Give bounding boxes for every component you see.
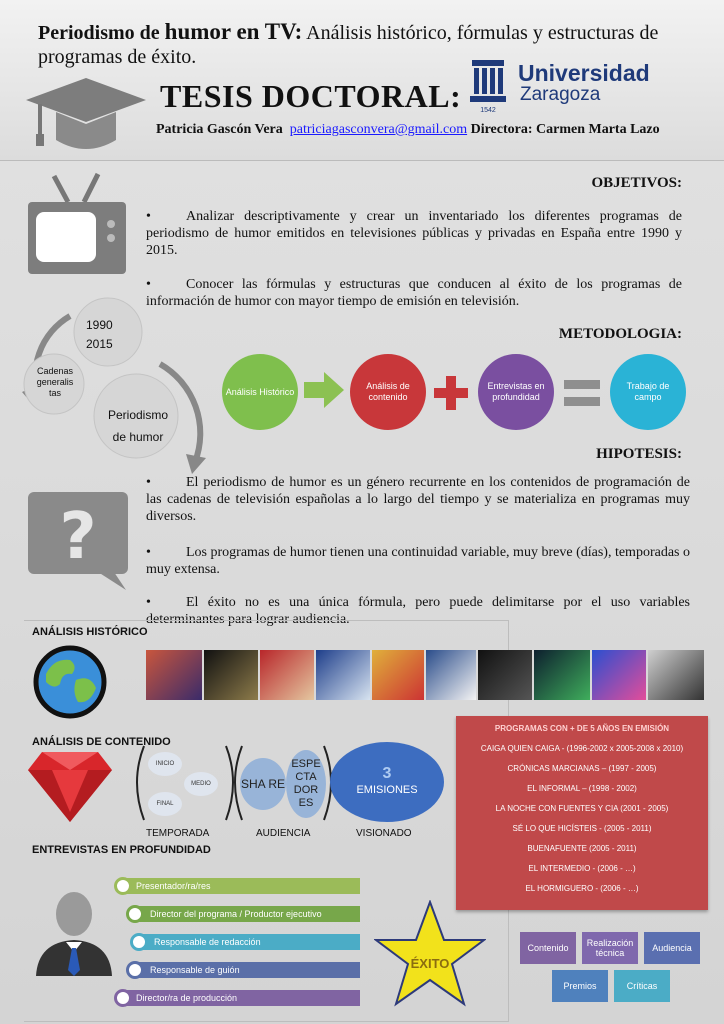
program-photo — [478, 650, 532, 700]
label-temporada: TEMPORADA — [146, 828, 210, 839]
hipotesis-2 — [146, 544, 690, 578]
programa-item: CAIGA QUIEN CAIGA - (1996-2002 x 2005-2008 x 2010) — [480, 744, 684, 753]
gear-periodismo-line2: de humor — [112, 430, 164, 444]
program-photo — [146, 650, 202, 700]
analisis-historico-heading: ANÁLISIS HISTÓRICO — [32, 626, 148, 638]
bar-produccion: Director/ra de producción — [120, 990, 360, 1006]
programa-item: LA NOCHE CON FUENTES Y CIA (2001 - 2005) — [495, 804, 669, 813]
objetivos-heading: OBJETIVOS: — [591, 175, 682, 191]
program-photo — [316, 650, 370, 700]
final-circle: FINAL — [148, 792, 182, 816]
bar-dot — [126, 905, 144, 923]
title-part-1: Periodismo de — [38, 22, 160, 44]
program-photo — [426, 650, 476, 700]
tag-realizacion: Realización técnica — [582, 932, 638, 964]
program-photo — [648, 650, 704, 700]
bar-dot — [130, 933, 148, 951]
bullet: • — [146, 209, 151, 224]
svg-text:?: ? — [59, 500, 97, 574]
programa-item: EL HORMIGUERO - (2006 - …) — [525, 884, 639, 893]
tag-criticas: Críticas — [614, 970, 670, 1002]
bullet: • — [146, 277, 151, 292]
university-seal-icon — [468, 58, 508, 114]
step-entrevistas: Entrevistas en profundidad — [478, 354, 554, 430]
emisiones-label: EMISIONES — [356, 784, 418, 796]
university-name: Universidad — [518, 60, 650, 86]
seal-year: 1542 — [480, 107, 496, 114]
hipotesis-3-text: El éxito no es una única fórmula, pero puede delimitarse por el uso variables determinantes para lograr audiencia. — [146, 595, 690, 627]
exito-label: ÉXITO — [410, 956, 450, 971]
hipotesis-1 — [146, 474, 690, 525]
objetivo-2 — [146, 276, 682, 310]
author-email-link[interactable]: patriciagasconvera@gmail.com — [289, 122, 468, 137]
bar-dot — [114, 989, 132, 1007]
title-part-3: Análisis histórico, fórmulas y estructuras de programas de éxito. — [38, 22, 659, 68]
tesis-heading: TESIS DOCTORAL: — [160, 78, 462, 114]
globe-icon — [32, 644, 108, 720]
authors-line — [156, 122, 660, 138]
program-photo — [534, 650, 590, 700]
gear-years — [86, 316, 113, 354]
bullet: • — [146, 545, 151, 560]
share-circle: SHA RE — [240, 758, 286, 810]
gear-year-start: 1990 — [86, 318, 113, 332]
tag-contenido: Contenido — [520, 932, 576, 964]
programa-item: EL INFORMAL – (1998 - 2002) — [527, 784, 637, 793]
label-audiencia: AUDIENCIA — [256, 828, 311, 839]
arrow-right-icon — [304, 372, 344, 408]
bar-guion: Responsable de guión — [134, 962, 360, 978]
directora: Directora: Carmen Marta Lazo — [470, 122, 660, 137]
author-name: Patricia Gascón Vera — [156, 122, 283, 137]
step-trabajo-campo: Trabajo de campo — [610, 354, 686, 430]
step-analisis-historico: Análisis Histórico — [222, 354, 298, 430]
objetivo-2-text: Conocer las fórmulas y estructuras que conducen al éxito de los programas de información de humor con mayor tiempo de emisión en televisión. — [146, 277, 682, 309]
gear-periodismo — [100, 404, 176, 448]
question-mark-icon — [28, 492, 138, 592]
program-photo — [372, 650, 424, 700]
emisiones-circle — [330, 742, 444, 822]
entrevistas-heading: ENTREVISTAS EN PROFUNDIDAD — [32, 844, 211, 856]
step-analisis-contenido: Análisis de contenido — [350, 354, 426, 430]
bar-presentador: Presentador/ra/res — [120, 878, 360, 894]
bar-director: Director del programa / Productor ejecutivo — [134, 906, 360, 922]
bullet: • — [146, 475, 151, 490]
graduation-cap-icon — [26, 70, 146, 160]
hipotesis-2-text: Los programas de humor tienen una continuidad variable, muy breve (días), temporadas o muy extensa. — [146, 545, 690, 577]
hipotesis-1-text: El periodismo de humor es un género recurrente en los contenidos de programación de las cadenas de televisión españolas a lo largo del tiempo y se materializa en programas muy diversos. — [146, 475, 690, 524]
metodologia-heading: METODOLOGIA: — [558, 326, 682, 342]
program-photo — [592, 650, 646, 700]
gear-cadenas: Cadenas generalis tas — [36, 366, 74, 398]
gear-year-end: 2015 — [86, 337, 113, 351]
university-city: Zaragoza — [520, 84, 601, 105]
tag-audiencia: Audiencia — [644, 932, 700, 964]
bullet: • — [146, 595, 151, 610]
inicio-circle: INICIO — [148, 752, 182, 776]
program-photo — [260, 650, 314, 700]
medio-circle: MEDIO — [184, 772, 218, 796]
bar-dot — [114, 877, 132, 895]
tag-premios: Premios — [552, 970, 608, 1002]
bar-dot — [126, 961, 144, 979]
plus-icon — [434, 376, 468, 410]
tv-icon — [28, 172, 128, 278]
programa-item: CRÓNICAS MARCIANAS – (1997 - 2005) — [507, 764, 657, 773]
label-visionado: VISIONADO — [356, 828, 412, 839]
programa-item: SÉ LO QUE HICÍSTEIS - (2005 - 2011) — [512, 824, 652, 833]
ruby-gem-icon — [28, 752, 112, 822]
bar-redaccion: Responsable de redacción — [138, 934, 360, 950]
programa-item: EL INTERMEDIO - (2006 - …) — [528, 864, 636, 873]
gear-periodismo-line1: Periodismo — [107, 408, 169, 422]
programa-item: BUENAFUENTE (2005 - 2011) — [527, 844, 637, 853]
emisiones-number: 3 — [382, 765, 392, 782]
programas-title: PROGRAMAS CON + DE 5 AÑOS EN EMISIÓN — [494, 724, 670, 733]
programas-box — [456, 716, 708, 910]
program-photo — [204, 650, 258, 700]
title-part-2: humor en TV: — [164, 19, 303, 44]
objetivo-1-text: Analizar descriptivamente y crear un inventariado los diferentes programas de periodismo de humor emitidos en televisiones públicas y privadas en España entre 1990 y 2015. — [146, 209, 682, 258]
person-icon — [36, 890, 112, 976]
espectadores-circle: ESPE CTA DOR ES — [286, 750, 326, 818]
objetivo-1 — [146, 208, 682, 259]
equals-icon — [564, 378, 600, 408]
star-icon — [374, 900, 486, 1010]
hipotesis-heading: HIPOTESIS: — [596, 446, 682, 462]
analisis-contenido-heading: ANÁLISIS DE CONTENIDO — [32, 736, 171, 748]
